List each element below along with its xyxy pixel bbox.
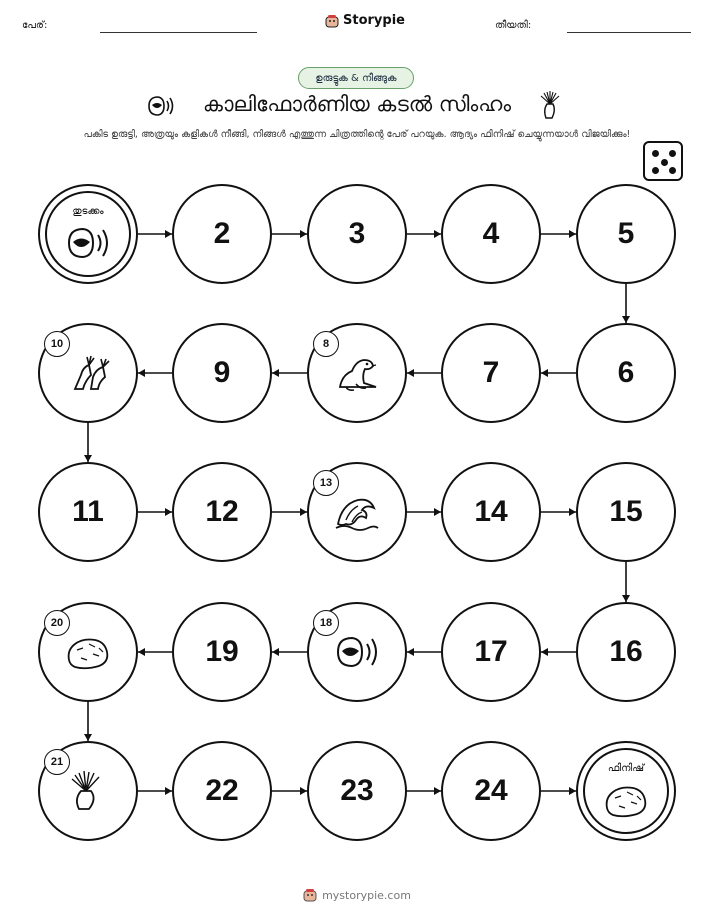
space-number: 11: [72, 495, 104, 528]
space-number: 14: [474, 495, 508, 528]
space-number: 24: [474, 774, 508, 807]
board-space: [441, 741, 541, 841]
path-arrowhead: [300, 787, 307, 795]
page-title: കാലിഫോർണിയ കടൽ സിംഹം: [202, 92, 512, 116]
space-number-badge: 8: [313, 331, 339, 357]
space-number: 5: [617, 217, 635, 250]
space-inner-ring: [583, 748, 669, 834]
path-arrowhead: [272, 648, 279, 656]
flippers-icon: [63, 351, 113, 395]
path-arrowhead: [434, 787, 441, 795]
board-space: [307, 602, 407, 702]
board-space: [38, 462, 138, 562]
space-number: 2: [213, 217, 231, 250]
space-number-badge: 13: [313, 470, 339, 496]
path-arrowhead: [300, 230, 307, 238]
board-space: [38, 323, 138, 423]
path-arrowhead: [84, 455, 92, 462]
board-space: [576, 602, 676, 702]
path-arrowhead: [622, 595, 630, 602]
space-number: 22: [205, 774, 239, 807]
path-arrowhead: [165, 508, 172, 516]
board-finish-space: [576, 741, 676, 841]
board-space: [576, 323, 676, 423]
space-label: തുടക്കം: [72, 206, 104, 217]
path-arrowhead: [622, 316, 630, 323]
path-arrowhead: [165, 230, 172, 238]
space-number-badge: 10: [44, 331, 70, 357]
board-space: [307, 462, 407, 562]
space-number: 6: [617, 356, 635, 389]
path-arrowhead: [300, 508, 307, 516]
board-space: [441, 323, 541, 423]
board-space: [172, 741, 272, 841]
board-space: [576, 184, 676, 284]
board-space: [172, 184, 272, 284]
board-space: [38, 741, 138, 841]
board-space: [307, 184, 407, 284]
space-number: 23: [340, 774, 374, 807]
space-number-badge: 18: [313, 610, 339, 636]
path-arrowhead: [569, 787, 576, 795]
board-space: [172, 462, 272, 562]
brand-name: Storypie: [343, 13, 405, 28]
path-arrowhead: [138, 648, 145, 656]
board-space: [172, 323, 272, 423]
board-space: [576, 462, 676, 562]
space-inner-ring: [45, 191, 131, 277]
board-space: [307, 323, 407, 423]
board-space: [441, 462, 541, 562]
mouth-sound-icon: [332, 630, 382, 674]
activity-tag: ഉരുട്ടുക & നീങ്ങുക: [298, 67, 414, 89]
space-number-badge: 21: [44, 749, 70, 775]
space-number: 15: [609, 495, 643, 528]
space-number: 9: [213, 356, 231, 389]
board-space: [38, 602, 138, 702]
path-arrowhead: [272, 369, 279, 377]
path-arrowhead: [84, 734, 92, 741]
board-space: [441, 602, 541, 702]
path-arrowhead: [569, 508, 576, 516]
path-arrowhead: [434, 230, 441, 238]
path-arrowhead: [541, 648, 548, 656]
path-arrowhead: [569, 230, 576, 238]
space-number: 4: [482, 217, 500, 250]
instructions: പകിട ഉരുട്ടി, അത്രയും കളികൾ നീങ്ങി, നിങ്ങൾ എത്തുന്ന ചിത്രത്തിന്റെ പേര് പറയുക. ആദ്യം ഫിനിഷ് ചെയ്യുന്നയാൾ വിജയിക്കും!: [83, 129, 631, 140]
board-space: [307, 741, 407, 841]
space-number: 3: [348, 217, 366, 250]
path-arrowhead: [138, 369, 145, 377]
board-start-space: [38, 184, 138, 284]
storypie-logo-icon: [303, 888, 317, 902]
space-number: 7: [482, 356, 500, 389]
wave-icon: [332, 490, 382, 534]
space-number: 19: [205, 635, 239, 668]
path-arrowhead: [407, 648, 414, 656]
rock-icon: [63, 630, 113, 674]
space-label: ഫിനിഷ്: [607, 763, 645, 774]
path-arrowhead: [434, 508, 441, 516]
space-number: 17: [474, 635, 508, 668]
path-arrowhead: [541, 369, 548, 377]
board-space: [172, 602, 272, 702]
board-space: [441, 184, 541, 284]
sea-lion-icon: [332, 351, 382, 395]
name-label: പേര്:: [22, 20, 48, 31]
path-arrowhead: [165, 787, 172, 795]
footer: [0, 888, 714, 902]
space-number-badge: 20: [44, 610, 70, 636]
space-number: 12: [205, 495, 239, 528]
path-arrowhead: [407, 369, 414, 377]
sea-anemone-icon: [63, 769, 113, 813]
space-number: 16: [609, 635, 643, 668]
footer-site: mystorypie.com: [322, 888, 411, 902]
date-label: തീയതി:: [495, 20, 532, 31]
